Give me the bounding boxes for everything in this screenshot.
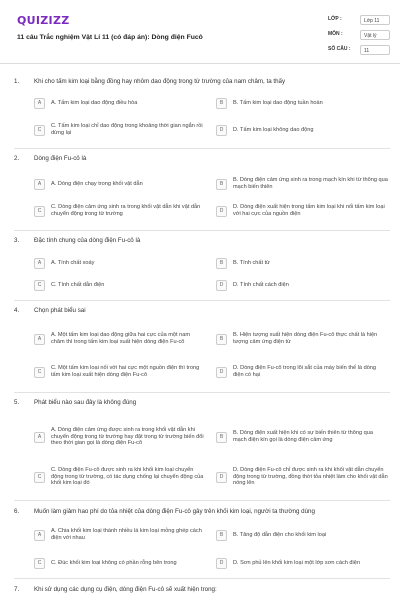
option-text: A. Chia khối kim loại thành nhiều lá kim loại mỏng ghép cách điện với nhau <box>51 528 202 541</box>
option-letter: C <box>34 125 45 136</box>
meta-value: 11 <box>360 45 390 55</box>
option-text: D. Dòng điện Fu-cô chỉ được sinh ra khi khối vật dẫn chuyển động trong từ trường, đồng thời tỏa nhiệt làm cho khối vật dẫn nóng lên <box>233 466 388 487</box>
option-6d[interactable] <box>216 556 388 570</box>
option-letter: A <box>34 258 45 269</box>
option-1a[interactable] <box>34 96 204 110</box>
meta-grade <box>328 15 390 25</box>
question-number: 3. <box>14 237 20 244</box>
option-2b[interactable] <box>216 174 388 194</box>
option-letter: A <box>34 530 45 541</box>
option-4c[interactable] <box>34 362 204 382</box>
meta-subject <box>328 30 390 40</box>
option-text: C. Dòng điện cảm ứng sinh ra trong khối vật dẫn khi vật dẫn chuyển động trong từ trường <box>51 204 201 217</box>
question-divider <box>14 300 390 301</box>
question-text: Khi cho tấm kim loại bằng đồng hay nhôm dao động trong từ trường của nam châm, ta thấy <box>34 78 286 85</box>
option-text: D. Dòng điện xuất hiện trong tấm kim loại khi nối tấm kim loại với hai cực của nguồn điện <box>233 204 385 217</box>
option-text: A. Tấm kim loại dao động điều hòa <box>51 99 138 106</box>
option-1c[interactable] <box>34 119 204 141</box>
option-5d[interactable] <box>216 463 388 491</box>
option-letter: D <box>216 125 227 136</box>
meta-label: SỐ CÂU : <box>328 46 351 52</box>
option-text: C. Tấm kim loại chỉ dao động trong khoảng thời gian ngắn rồi dừng lại <box>51 123 203 136</box>
question-divider <box>14 578 390 579</box>
option-4b[interactable] <box>216 329 388 349</box>
option-letter: C <box>34 367 45 378</box>
option-letter: D <box>216 558 227 569</box>
option-2c[interactable] <box>34 201 204 221</box>
option-letter: D <box>216 280 227 291</box>
option-5a[interactable] <box>34 417 204 457</box>
page-header <box>0 0 400 64</box>
option-letter: B <box>216 258 227 269</box>
option-text: D. Tấm kim loại không dao động <box>233 126 314 133</box>
option-text: C. Dòng điện Fu-cô được sinh ra khi khối kim loại chuyển động trong từ trường, có tác dụng chống lại chuyển động của khối kim loại đó <box>51 466 204 487</box>
option-6b[interactable] <box>216 528 388 542</box>
option-text: C. Đúc khối kim loại không có phần rỗng bên trong <box>51 559 177 566</box>
option-letter: B <box>216 530 227 541</box>
meta-label: MÔN : <box>328 31 343 37</box>
meta-value: Vật lý <box>360 30 390 40</box>
meta-value: Lớp 11 <box>360 15 390 25</box>
question-text: Phát biểu nào sau đây là không đúng <box>34 399 137 406</box>
question-number: 4. <box>14 307 20 314</box>
option-1b[interactable] <box>216 96 388 110</box>
page-title: 11 câu Trắc nghiệm Vật Lí 11 (có đáp án): Dòng điện Fucô <box>17 34 203 41</box>
option-2d[interactable] <box>216 201 388 221</box>
option-text: D. Sơn phủ lên khối kim loại một lớp sơn cách điện <box>233 559 360 566</box>
option-text: D. Dòng điện Fu-cô trong lõi sắt của máy biến thế là dòng điện có hại <box>233 365 377 378</box>
option-3b[interactable] <box>216 256 388 270</box>
question-text: Đặc tính chung của dòng điện Fu-cô là <box>34 237 141 244</box>
question-divider <box>14 392 390 393</box>
question-number: 1. <box>14 78 20 85</box>
question-number: 2. <box>14 155 20 162</box>
option-text: C. Một tấm kim loại nối với hai cực một nguồn điện thì trong tấm kim loại xuất hiện dòng điện Fu-cô <box>51 365 200 378</box>
option-1d[interactable] <box>216 123 388 137</box>
option-text: B. Dòng điện xuất hiện khi có sự biến thiên từ thông qua mạch điện kín gọi là dòng điện cảm ứng <box>233 430 373 443</box>
option-2a[interactable] <box>34 177 204 191</box>
option-letter: C <box>34 472 45 483</box>
question-number: 5. <box>14 399 20 406</box>
question-text: Dòng điện Fu-cô là <box>34 155 87 162</box>
question-number: 6. <box>14 508 20 515</box>
option-text: B. Dòng điện cảm ứng sinh ra trong mạch kín khi từ thông qua mạch biến thiên <box>233 177 388 190</box>
option-4d[interactable] <box>216 362 388 382</box>
option-text: A. Tính chất xoáy <box>51 259 95 266</box>
option-5b[interactable] <box>216 427 388 447</box>
option-text: A. Dòng điện chạy trong khối vật dẫn <box>51 180 143 187</box>
question-divider <box>14 148 390 149</box>
option-text: A. Một tấm kim loại dao động giữa hai cực của một nam châm thì trong tấm kim loại xuất hiện dòng điện Fu-cô <box>51 332 191 345</box>
option-text: A. Dòng điện cảm ứng được sinh ra trong khối vật dẫn khi chuyển động trong từ trường hay đặt trong từ trường biến đổi theo thời gian gọi là dòng điện Fu-cô <box>51 426 204 447</box>
option-letter: B <box>216 179 227 190</box>
option-3a[interactable] <box>34 256 204 270</box>
option-6a[interactable] <box>34 525 204 545</box>
meta-question-count <box>328 45 390 55</box>
question-text: Chọn phát biểu sai <box>34 307 86 314</box>
option-letter: B <box>216 98 227 109</box>
option-letter: C <box>34 558 45 569</box>
option-letter: A <box>34 334 45 345</box>
meta-label: LỚP : <box>328 16 342 22</box>
option-letter: C <box>34 206 45 217</box>
option-letter: B <box>216 334 227 345</box>
option-letter: D <box>216 367 227 378</box>
option-text: B. Hiện tượng xuất hiện dòng điện Fu-cô thực chất là hiện tượng cảm ứng điện từ <box>233 332 378 345</box>
option-3c[interactable] <box>34 278 204 292</box>
option-text: B. Tấm kim loại dao động tuần hoàn <box>233 99 323 106</box>
option-text: B. Tính chất từ <box>233 259 270 266</box>
option-4a[interactable] <box>34 325 204 353</box>
question-text: Muốn làm giảm hao phí do tỏa nhiệt của dòng điện Fu-cô gây trên khối kim loại, người ta thường dùng <box>34 508 315 515</box>
option-letter: B <box>216 432 227 443</box>
option-letter: C <box>34 280 45 291</box>
option-letter: D <box>216 472 227 483</box>
option-letter: A <box>34 98 45 109</box>
question-text: Khi sử dụng các dụng cụ điện, dòng điện Fu-cô sẽ xuất hiện trong: <box>34 586 217 593</box>
option-3d[interactable] <box>216 278 388 292</box>
option-text: C. Tính chất dẫn điện <box>51 281 105 288</box>
option-letter: A <box>34 179 45 190</box>
question-divider <box>14 230 390 231</box>
option-text: D. Tính chất cách điện <box>233 281 289 288</box>
option-5c[interactable] <box>34 463 204 491</box>
option-letter: A <box>34 432 45 443</box>
question-divider <box>14 500 390 501</box>
option-6c[interactable] <box>34 556 204 570</box>
option-letter: D <box>216 206 227 217</box>
option-text: B. Tăng độ dẫn điện cho khối kim loại <box>233 531 327 538</box>
question-number: 7. <box>14 586 20 593</box>
quizizz-logo: QUIZIZZ <box>17 14 70 27</box>
